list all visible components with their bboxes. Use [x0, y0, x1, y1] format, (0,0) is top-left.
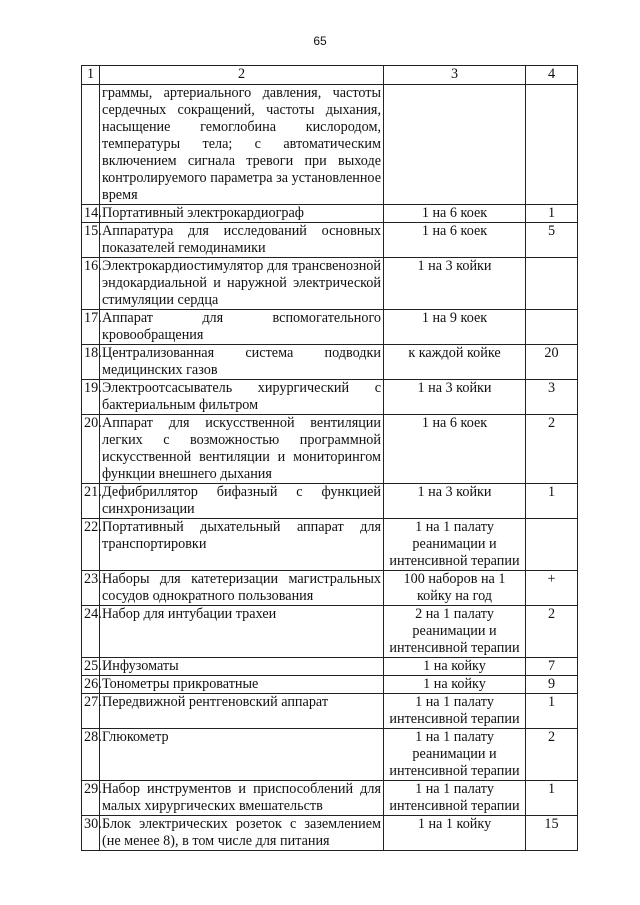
equipment-count: [526, 310, 578, 345]
equipment-name: Электроотсасыватель хирургический с бактериальным фильтром: [100, 380, 384, 415]
equipment-count: 2: [526, 606, 578, 658]
header-col-2: 2: [100, 66, 384, 85]
equipment-quantity-norm: 1 на 6 коек: [384, 415, 526, 484]
table-row: [82, 223, 578, 258]
equipment-quantity-norm: 1 на 3 койки: [384, 484, 526, 519]
table-row: [82, 694, 578, 729]
equipment-name: Инфузоматы: [100, 658, 384, 676]
equipment-count: [526, 519, 578, 571]
equipment-quantity-norm: 1 на 1 койку: [384, 816, 526, 851]
table-row: [82, 380, 578, 415]
equipment-count: [526, 85, 578, 205]
equipment-name: Тонометры прикроватные: [100, 676, 384, 694]
equipment-count: +: [526, 571, 578, 606]
table-row: [82, 781, 578, 816]
table-row: [82, 85, 578, 205]
equipment-quantity-norm: 1 на 1 палату интенсивной терапии: [384, 781, 526, 816]
row-number: 17.: [82, 310, 100, 345]
equipment-count: [526, 258, 578, 310]
equipment-name: Портативный дыхательный аппарат для транспортировки: [100, 519, 384, 571]
equipment-name: Аппарат для искусственной вентиляции легких с возможностью программной искусственной вентиляции и мониторингом функции внешнего дыхания: [100, 415, 384, 484]
equipment-name: Глюкометр: [100, 729, 384, 781]
row-number: 29.: [82, 781, 100, 816]
equipment-quantity-norm: 1 на 3 койки: [384, 380, 526, 415]
equipment-name: Портативный электрокардиограф: [100, 205, 384, 223]
equipment-count: 1: [526, 694, 578, 729]
equipment-quantity-norm: 1 на 1 палату реанимации и интенсивной терапии: [384, 519, 526, 571]
table-row: [82, 310, 578, 345]
row-number: 23.: [82, 571, 100, 606]
table-row: [82, 571, 578, 606]
row-number: 19.: [82, 380, 100, 415]
equipment-count: 15: [526, 816, 578, 851]
equipment-name: Дефибриллятор бифазный с функцией синхронизации: [100, 484, 384, 519]
equipment-count: 9: [526, 676, 578, 694]
table-row: [82, 258, 578, 310]
equipment-count: 5: [526, 223, 578, 258]
table-header-row: [82, 66, 578, 85]
table-row: [82, 345, 578, 380]
equipment-quantity-norm: 1 на койку: [384, 676, 526, 694]
row-number: 15.: [82, 223, 100, 258]
row-number: 24.: [82, 606, 100, 658]
row-number: 27.: [82, 694, 100, 729]
equipment-count: 2: [526, 415, 578, 484]
equipment-name: Набор инструментов и приспособлений для малых хирургических вмешательств: [100, 781, 384, 816]
table-row: [82, 484, 578, 519]
equipment-name: граммы, артериального давления, частоты сердечных сокращений, частоты дыхания, насыщение гемоглобина кислородом, температуры тела; с автоматическим включением сигнала тревоги при выходе контролируемого параметра за установленное время: [100, 85, 384, 205]
equipment-count: 1: [526, 205, 578, 223]
row-number: [82, 85, 100, 205]
table-row: [82, 729, 578, 781]
equipment-count: 1: [526, 781, 578, 816]
equipment-name: Блок электрических розеток с заземлением (не менее 8), в том числе для питания: [100, 816, 384, 851]
equipment-quantity-norm: 1 на 6 коек: [384, 205, 526, 223]
equipment-quantity-norm: 1 на койку: [384, 658, 526, 676]
row-number: 16.: [82, 258, 100, 310]
header-col-4: 4: [526, 66, 578, 85]
table-row: [82, 519, 578, 571]
page-number: 65: [313, 34, 327, 48]
row-number: 26.: [82, 676, 100, 694]
equipment-name: Аппарат для вспомогательного кровообращения: [100, 310, 384, 345]
table-row: [82, 658, 578, 676]
equipment-count: 3: [526, 380, 578, 415]
row-number: 14.: [82, 205, 100, 223]
table-row: [82, 205, 578, 223]
equipment-quantity-norm: 100 наборов на 1 койку на год: [384, 571, 526, 606]
header-col-3: 3: [384, 66, 526, 85]
table-row: [82, 676, 578, 694]
row-number: 18.: [82, 345, 100, 380]
table-row: [82, 816, 578, 851]
equipment-quantity-norm: 1 на 1 палату интенсивной терапии: [384, 694, 526, 729]
equipment-name: Передвижной рентгеновский аппарат: [100, 694, 384, 729]
table-row: [82, 606, 578, 658]
row-number: 28.: [82, 729, 100, 781]
equipment-quantity-norm: 1 на 6 коек: [384, 223, 526, 258]
equipment-name: Набор для интубации трахеи: [100, 606, 384, 658]
equipment-count: 7: [526, 658, 578, 676]
equipment-quantity-norm: к каждой койке: [384, 345, 526, 380]
equipment-table: [81, 65, 578, 851]
equipment-quantity-norm: 1 на 9 коек: [384, 310, 526, 345]
equipment-quantity-norm: [384, 85, 526, 205]
row-number: 21.: [82, 484, 100, 519]
equipment-name: Наборы для катетеризации магистральных сосудов однократного пользования: [100, 571, 384, 606]
row-number: 20.: [82, 415, 100, 484]
equipment-name: Централизованная система подводки медицинских газов: [100, 345, 384, 380]
equipment-name: Аппаратура для исследований основных показателей гемодинамики: [100, 223, 384, 258]
equipment-count: 1: [526, 484, 578, 519]
row-number: 22.: [82, 519, 100, 571]
equipment-quantity-norm: 1 на 1 палату реанимации и интенсивной терапии: [384, 729, 526, 781]
equipment-count: 20: [526, 345, 578, 380]
table-row: [82, 415, 578, 484]
row-number: 30.: [82, 816, 100, 851]
row-number: 25.: [82, 658, 100, 676]
equipment-quantity-norm: 2 на 1 палату реанимации и интенсивной терапии: [384, 606, 526, 658]
header-col-1: 1: [82, 66, 100, 85]
equipment-quantity-norm: 1 на 3 койки: [384, 258, 526, 310]
equipment-count: 2: [526, 729, 578, 781]
equipment-name: Электрокардиостимулятор для трансвенозной эндокардиальной и наружной электрической стимуляции сердца: [100, 258, 384, 310]
